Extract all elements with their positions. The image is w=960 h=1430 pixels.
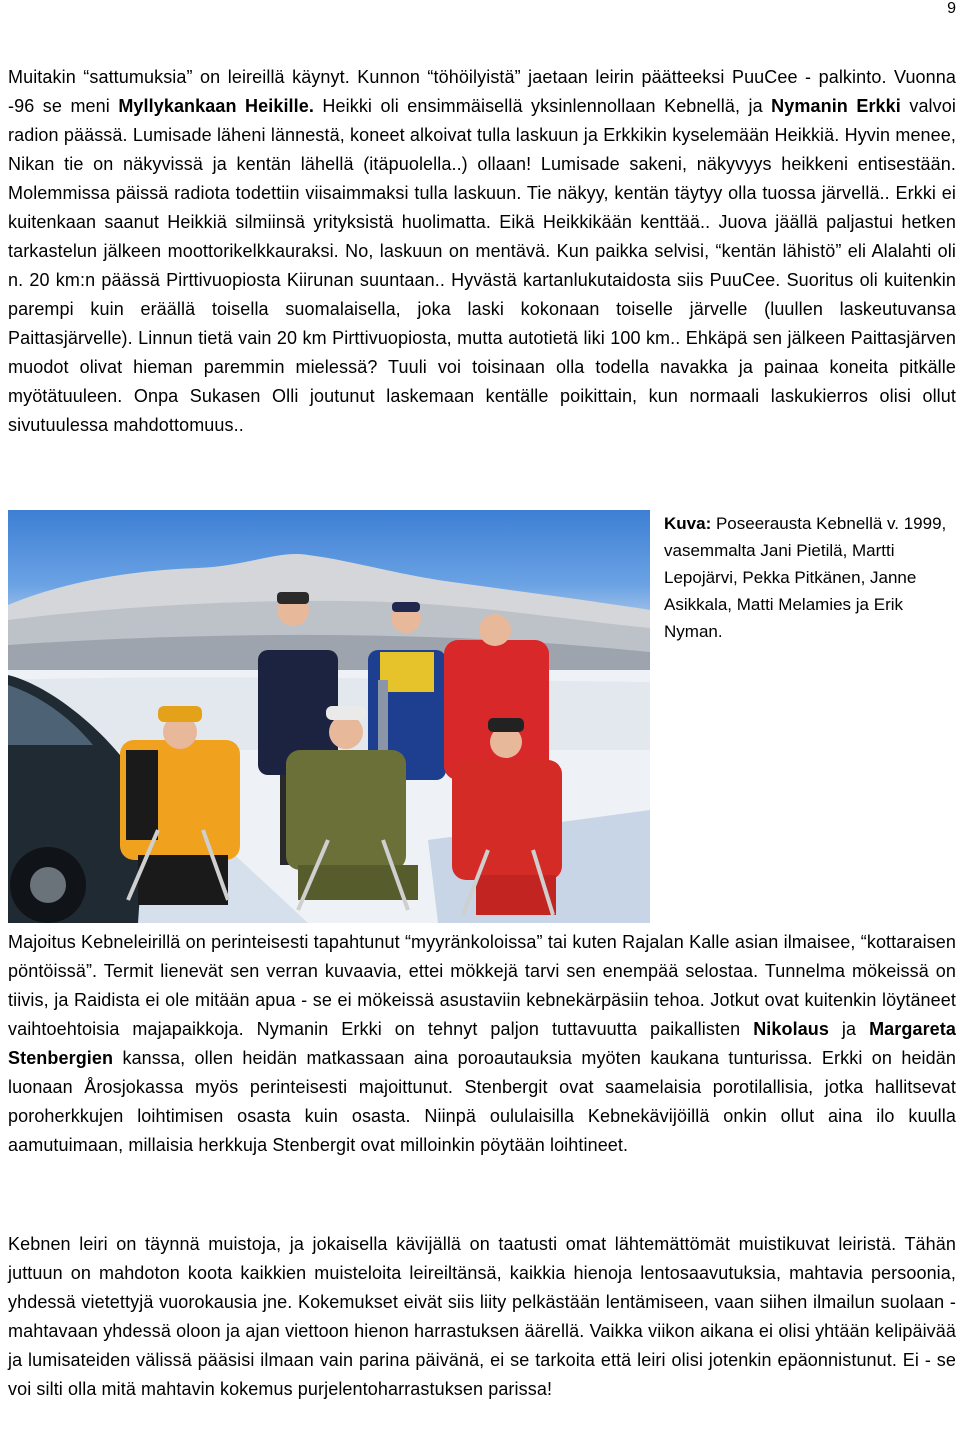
group-photo (8, 510, 650, 923)
p1-bold-erkki: Nymanin Erkki (771, 96, 901, 116)
p2-text-3: kanssa, ollen heidän matkassaan aina poroautauksia myöten kaukana tunturissa. Erkki on heidän luonaan Årosjokassa myös perinteisesti majoittunut. Stenbergit ovat saamelaisia porotilallisia, jotka hallitsevat poroherkkujen loihtimisen osasta kuin osasta. Niinpä oululaisilla Kebnekävijöillä onkin ollut aina ilo kuulla aamutuimaan, millaisia herkkuja Stenbergit ovat milloinkin pöytään loihtineet. (8, 1048, 956, 1155)
p1-text-3: valvoi radion päässä. Lumisade läheni lännestä, koneet alkoivat tulla laskuun ja Erkkikin kyselemään Heikkiä. Hyvin menee, Nikan tie on näkyvissä ja kentän lähellä (itäpuolella..) ollaan! Lumisade sakeni, näkyvyys heikkeni entisestään. Molemmissa päissä radiota todettiin viisaimmaksi tulla laskuun. Tie näkyy, kentän täytyy olla tuossa järvellä.. Erkki ei kuitenkaan saanut Heikkiä silmiinsä yrityksistä huolimatta. Eikä Heikkikään kenttää.. Juova jäällä paljastui hetken tarkastelun jälkeen moottorikelkkauraksi. No, laskuun on mentävä. Kun paikka selvisi, “kentän lähistö” eli Alalahti oli n. 20 km:n päässä Pirttivuopiosta Kiirunan suuntaan.. Hyvästä kartanlukutaidosta siis PuuCee. Suoritus oli kuitenkin parempi kuin eräällä toisella suomalaisella, joka laski kokonaan toiselle järvelle (luullen laskeutuvansa Paittasjärvelle). Linnun tietä vain 20 km Pirttivuopiosta, mutta autotietä liki 100 km.. Ehkäpä sen jälkeen Paittasjärven muodot olivat hieman paremmin mielessä? Tuuli voi toisinaan olla todella navakka ja painaa koneita pitkälle myötätuuleen. Onpa Sukasen Olli joutunut laskemaan kentälle poikittain, kun normaali laskukierros olisi ollut sivutuulessa mahdottomuus.. (8, 96, 956, 435)
page-number: 9 (947, 0, 956, 17)
paragraph-puucee-story (8, 63, 956, 440)
p2-bold-nikolaus: Nikolaus (753, 1019, 830, 1039)
photo-caption (664, 510, 960, 645)
p2-bold-margareta: Margareta Stenbergien (8, 1019, 956, 1068)
caption-text: Poseerausta Kebnellä v. 1999, vasemmalta Jani Pietilä, Martti Lepojärvi, Pekka Pitkänen, Janne Asikkala, Matti Melamies ja Erik Nyman. (664, 514, 947, 641)
p1-text-1: Muitakin “sattumuksia” on leireillä käynyt. Kunnon “töhöilyistä” jaetaan leirin päätteeksi PuuCee - palkinto. Vuonna -96 se meni (8, 67, 956, 116)
p1-text-2: Heikki oli ensimmäisellä yksinlennollaan Kebnellä, ja (313, 96, 772, 116)
p1-bold-heikki: Myllykankaan Heikille. (118, 96, 314, 116)
p2-text-1: Majoitus Kebneleirillä on perinteisesti tapahtunut “myyränkoloissa” tai kuten Rajalan Kalle asian ilmaisee, “kottaraisen pöntöissä”. Termit lienevät sen verran kuvaavia, ettei mökkejä tarvi sen enempää selostaa. Tunnelma mökeissä on tiivis, ja Raidista ei ole mitään apua - se ei mökeissä asustaviin kebnekärpäsiin tehoa. Jotkut ovat kuitenkin löytäneet vaihtoehtoisia majapaikkoja. Nymanin Erkki on tehnyt paljon tuttavuutta paikallisten (8, 932, 956, 1039)
paragraph-memories: Kebnen leiri on täynnä muistoja, ja jokaisella kävijällä on taatusti omat lähtemättömät muistikuvat leiristä. Tähän juttuun on mahdoton koota kaikkien muisteloita leireiltänsä, kaikkia hienoja lentosaavutuksia, mahtavia persoonia, yhdessä vietettyjä vuorokausia jne. Kokemukset eivät siis liity pelkästään lentämiseen, vaan siihen ilmailun suolaan - mahtavaan yhdessä oloon ja ajan viettoon hienon harrastuksen äärellä. Vaikka viikon aikana ei olisi yhtään kelipäivää ja lumisateiden välissä pääsisi ilmaan vain parina päivänä, ei se tarkoita että leiri olisi jotenkin epäonnistunut. Ei - se voi silti olla mitä mahtavin kokemus purjelentoharrastuksen parissa! (8, 1234, 956, 1399)
caption-label: Kuva: (664, 514, 712, 533)
p2-text-2: ja (829, 1019, 870, 1039)
paragraph-lodging (8, 928, 956, 1160)
